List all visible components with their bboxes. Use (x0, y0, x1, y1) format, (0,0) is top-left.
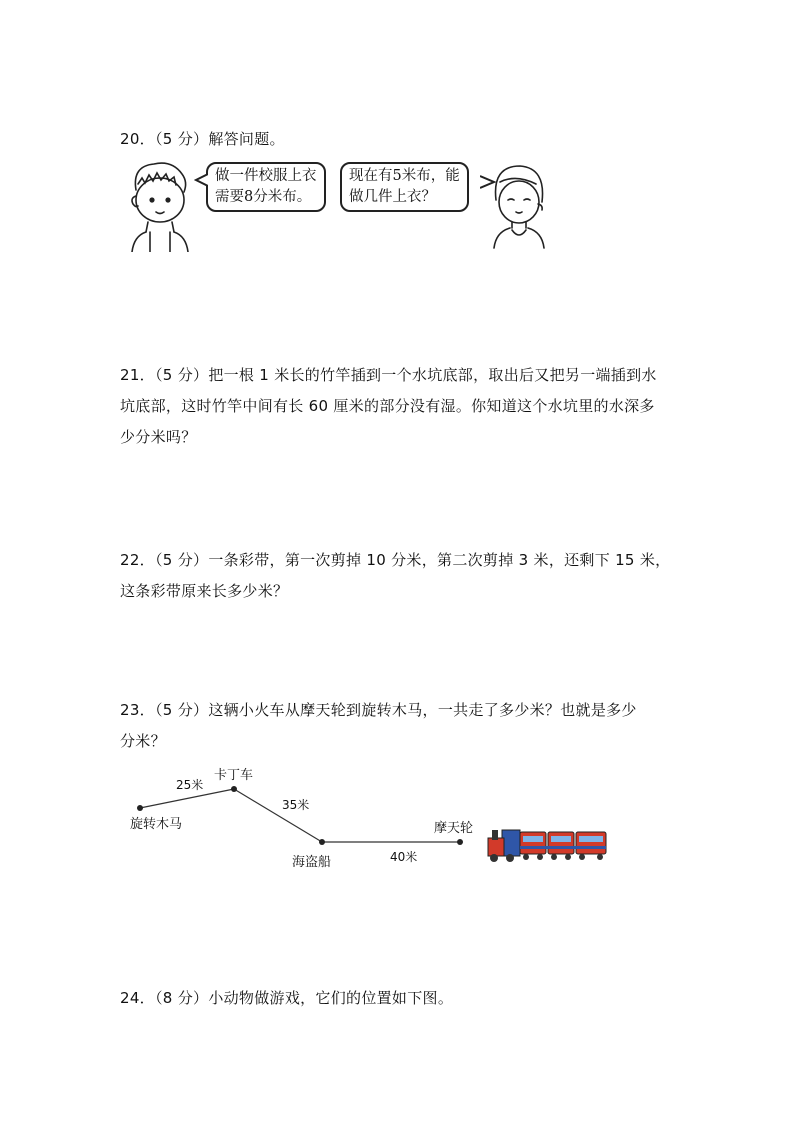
girl-figure (486, 160, 552, 250)
question-number: 22． (120, 551, 155, 569)
boy-speech-bubble (206, 162, 326, 212)
question-24-line-1 (120, 983, 680, 1014)
question-24 (120, 983, 680, 1014)
point-ferris-wheel (457, 839, 463, 845)
girl-speech-bubble (340, 162, 469, 212)
question-22-line-1 (120, 545, 680, 576)
distance-25m: 25米 (176, 778, 204, 792)
distance-35m: 35米 (282, 798, 310, 812)
girl-bubble-line-1: 现在有5米布，能 (349, 168, 460, 184)
point-go-kart (231, 786, 237, 792)
question-23 (120, 695, 680, 757)
train-car (576, 832, 606, 854)
point-merry-go-round (137, 805, 143, 811)
question-number: 23． (120, 701, 155, 719)
boy-bubble-line-1: 做一件校服上衣 (215, 168, 317, 184)
boy-figure (124, 156, 204, 252)
boy-bubble-line-2: 需要8分米布。 (215, 189, 312, 205)
question-score: （5 分） (155, 701, 209, 719)
question-text: 小动物做游戏，它们的位置如下图。 (208, 989, 454, 1007)
question-text: 把一根 1 米长的竹竿插到一个水坑底部，取出后又把另一端插到水 (208, 366, 657, 384)
label-go-kart: 卡丁车 (214, 768, 254, 783)
q20-illustration (122, 150, 552, 250)
train-cab (502, 830, 520, 856)
question-text: 一条彩带，第一次剪掉 10 分米，第二次剪掉 3 米，还剩下 15 米， (208, 551, 671, 569)
question-number: 21． (120, 366, 155, 384)
point-pirate-ship (319, 839, 325, 845)
question-number: 20． (120, 130, 155, 148)
question-score: （5 分） (155, 551, 209, 569)
label-merry-go-round: 旋转木马 (130, 817, 183, 832)
question-score: （5 分） (155, 130, 209, 148)
question-text: 解答问题。 (208, 130, 285, 148)
route-segment-2 (234, 789, 322, 842)
question-number: 24． (120, 989, 155, 1007)
question-text: 这辆小火车从摩天轮到旋转木马，一共走了多少米？也就是多少 (208, 701, 637, 719)
boy-bubble-tail (194, 170, 208, 190)
question-score: （8 分） (155, 989, 209, 1007)
train-car (548, 832, 574, 854)
question-23-line-2: 分米？ (120, 732, 166, 750)
label-pirate-ship: 海盗船 (292, 855, 332, 870)
distance-40m: 40米 (390, 850, 418, 864)
train-car (520, 832, 546, 854)
train-icon (488, 830, 606, 862)
question-21-line-2: 坑底部，这时竹竿中间有长 60 厘米的部分没有湿。你知道这个水坑里的水深多 (120, 397, 655, 415)
question-21 (120, 360, 680, 453)
question-22-line-2: 这条彩带原来长多少米？ (120, 582, 289, 600)
question-21-line-3: 少分米吗？ (120, 428, 197, 446)
label-ferris-wheel: 摩天轮 (434, 821, 474, 836)
question-21-line-1 (120, 360, 680, 391)
question-score: （5 分） (155, 366, 209, 384)
question-23-line-1 (120, 695, 680, 726)
q23-route-map (120, 760, 620, 875)
question-22 (120, 545, 680, 607)
girl-bubble-line-2: 做几件上衣？ (349, 189, 436, 205)
